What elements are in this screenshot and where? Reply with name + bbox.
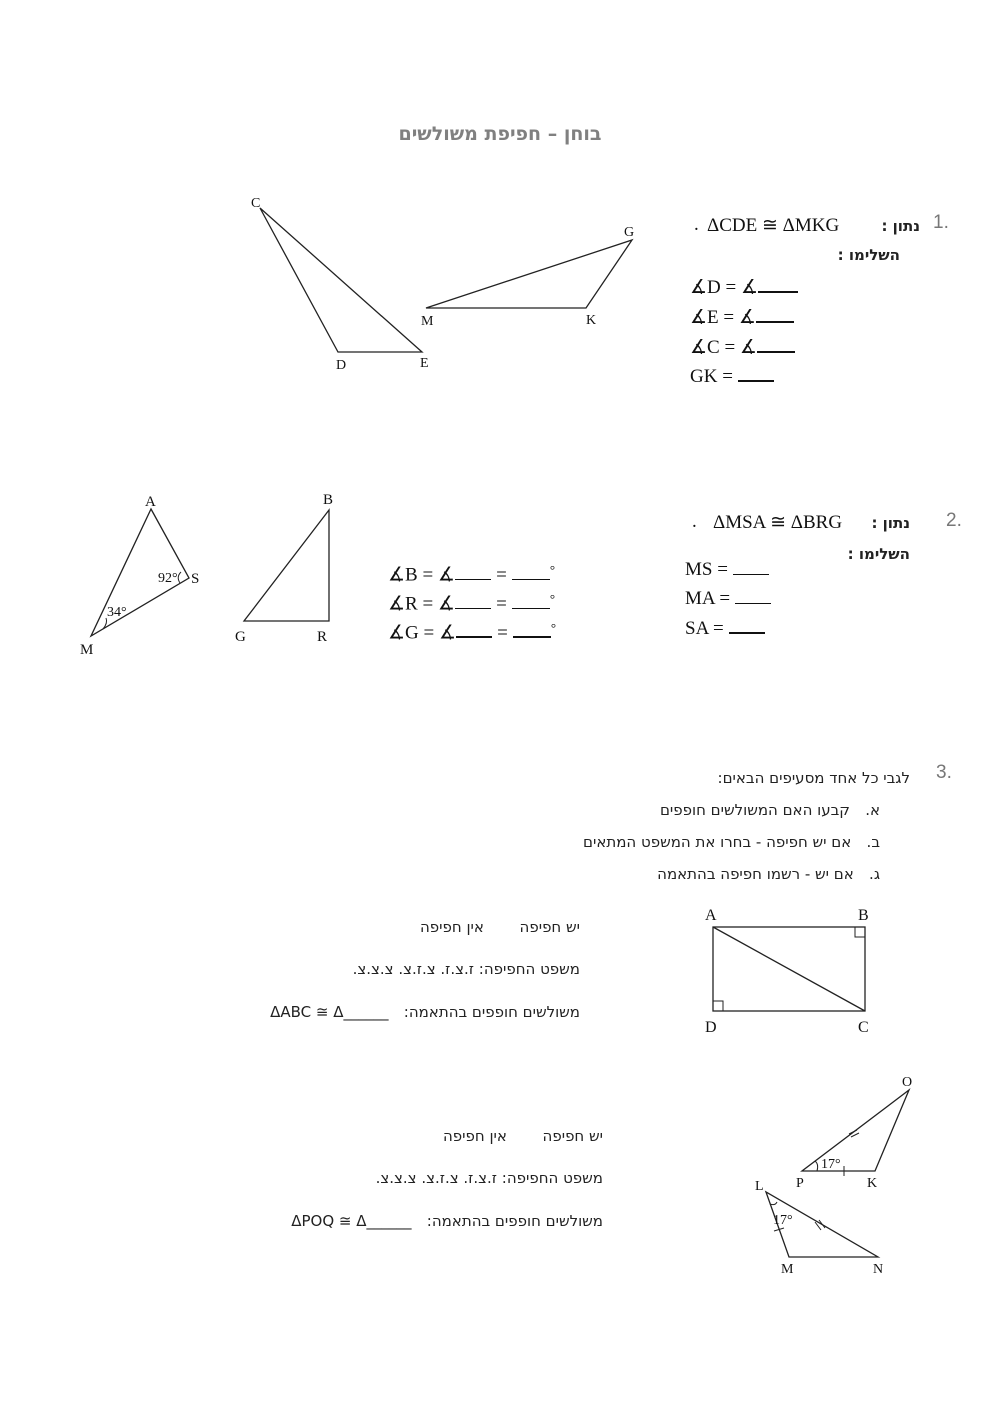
q2-triangles-figure xyxy=(70,485,360,665)
answer-blank[interactable] xyxy=(456,622,492,638)
answer-blank[interactable] xyxy=(757,337,795,353)
q1-item-c xyxy=(690,336,795,359)
vertex-label: G xyxy=(235,629,246,645)
vertex-label: D xyxy=(705,1019,717,1036)
q3-p1-choice xyxy=(380,917,580,936)
degree-blank[interactable] xyxy=(512,565,550,580)
q1-item-label: ∡D = ∡ xyxy=(690,277,759,298)
degree-symbol: ° xyxy=(550,620,557,635)
correspond-label: משולשים חופפים בהתאמה: xyxy=(426,1212,603,1230)
q1-given-expr: ΔCDE ≅ ΔMKG xyxy=(707,215,840,236)
q3-triangles-figure xyxy=(745,1068,925,1283)
q2-angle-label: ∡B = ∡ xyxy=(388,564,455,586)
q2-item-ms xyxy=(685,559,769,581)
q1-number: 1. xyxy=(933,212,949,233)
triangle-msa xyxy=(80,494,199,658)
correspond-label: משולשים חופפים בהתאמה: xyxy=(403,1003,580,1021)
q2-period: . xyxy=(692,511,697,532)
q2-item-ma xyxy=(685,588,771,610)
vertex-label: K xyxy=(867,1176,878,1191)
vertex-label: A xyxy=(705,907,717,924)
q2-item-label: SA = xyxy=(685,618,724,639)
answer-blank[interactable] xyxy=(455,565,491,580)
q3-p2-theorem[interactable]: משפט החפיפה: ז.צ.ז. צ.ז.צ. צ.צ.צ. xyxy=(375,1169,603,1187)
q1-item-gk xyxy=(690,366,774,388)
triangle-mkg xyxy=(421,225,634,329)
q3-p1-theorem[interactable]: משפט החפיפה: ז.צ.ז. צ.ז.צ. צ.צ.צ. xyxy=(352,960,580,978)
q2-given-expr: ΔMSA ≅ ΔBRG xyxy=(713,512,843,533)
q1-item-label: ∡C = ∡ xyxy=(690,337,757,358)
vertex-label: M xyxy=(421,314,434,329)
vertex-label: S xyxy=(191,571,200,587)
yes-congruent-option[interactable]: יש חפיפה xyxy=(542,1127,603,1145)
vertex-label: G xyxy=(624,225,635,240)
answer-blank[interactable] xyxy=(738,366,774,382)
degree-blank[interactable] xyxy=(512,594,550,609)
sub-text: אם יש - רשמו חפיפה בהתאמה xyxy=(657,865,854,883)
answer-blank[interactable] xyxy=(455,594,491,609)
q3-sub-b xyxy=(500,832,880,851)
q3-sub-c xyxy=(500,864,880,883)
q2-given-label: נתון : xyxy=(871,514,910,532)
vertex-label: C xyxy=(858,1019,869,1036)
vertex-label: M xyxy=(80,642,94,658)
q2-angle-g xyxy=(388,620,556,644)
triangle-brg xyxy=(235,492,333,645)
sub-letter: א. xyxy=(865,801,880,819)
correspond-expr[interactable]: ΔPOQ ≅ Δ______ xyxy=(291,1212,412,1230)
q1-item-e xyxy=(690,306,794,329)
vertex-label: M xyxy=(781,1262,794,1277)
q1-item-label: ∡E = ∡ xyxy=(690,307,756,328)
vertex-label: B xyxy=(323,492,334,508)
q2-angle-label: ∡G = ∡ xyxy=(388,622,457,644)
q3-p1-correspond xyxy=(240,1002,580,1021)
vertex-label: O xyxy=(902,1075,913,1090)
vertex-label: D xyxy=(336,358,347,373)
q3-p2-choice xyxy=(400,1126,603,1145)
vertex-label: A xyxy=(145,494,156,510)
q2-item-sa xyxy=(685,618,765,640)
q1-item-d xyxy=(690,276,798,299)
q2-complete-label: השלימו : xyxy=(847,545,910,563)
q2-item-label: MA = xyxy=(685,588,731,609)
q3-sub-a xyxy=(500,800,880,819)
sub-letter: ג. xyxy=(869,865,880,883)
vertex-label: L xyxy=(755,1179,764,1194)
equals-sign: = xyxy=(496,593,507,615)
vertex-label: N xyxy=(873,1262,884,1277)
no-congruent-option[interactable]: אין חפיפה xyxy=(420,918,484,936)
answer-blank[interactable] xyxy=(756,307,794,323)
q3-rectangle-figure xyxy=(700,903,880,1038)
q2-angle-b xyxy=(388,562,555,586)
triangle-lmn xyxy=(755,1179,883,1277)
degree-blank[interactable] xyxy=(513,622,551,638)
answer-blank[interactable] xyxy=(735,589,771,604)
q1-item-label: GK = xyxy=(690,366,733,387)
angle-label: 17° xyxy=(773,1213,793,1228)
q2-angle-r xyxy=(388,591,555,615)
answer-blank[interactable] xyxy=(758,277,798,293)
angle-label: 17° xyxy=(821,1157,841,1172)
vertex-label: R xyxy=(317,629,328,645)
correspond-expr[interactable]: ΔABC ≅ Δ______ xyxy=(270,1003,389,1021)
q2-item-label: MS = xyxy=(685,559,728,580)
sub-letter: ב. xyxy=(866,833,880,851)
equals-sign: = xyxy=(497,622,508,644)
answer-blank[interactable] xyxy=(729,618,765,634)
sub-text: קבעו האם המשולשים חופפים xyxy=(659,801,850,819)
no-congruent-option[interactable]: אין חפיפה xyxy=(443,1127,507,1145)
yes-congruent-option[interactable]: יש חפיפה xyxy=(519,918,580,936)
q3-p2-correspond xyxy=(260,1211,603,1230)
q1-period: . xyxy=(694,214,699,235)
equals-sign: = xyxy=(496,564,507,586)
vertex-label: E xyxy=(420,356,429,371)
page-title: בוחן – חפיפת משולשים xyxy=(398,123,602,145)
q2-angle-label: ∡R = ∡ xyxy=(388,593,455,615)
angle-label: 92° xyxy=(158,571,178,586)
vertex-label: K xyxy=(586,313,597,328)
vertex-label: C xyxy=(251,196,261,211)
degree-symbol: ° xyxy=(549,562,556,577)
triangle-cde xyxy=(251,196,429,373)
q1-given-label: נתון : xyxy=(881,217,920,235)
angle-label: 34° xyxy=(107,605,127,620)
degree-symbol: ° xyxy=(549,591,556,606)
sub-text: אם יש חפיפה - בחרו את המשפט המתאים xyxy=(583,833,852,851)
vertex-label: P xyxy=(796,1176,804,1191)
q1-complete-label: השלימו : xyxy=(837,246,900,264)
q2-number: 2. xyxy=(946,510,962,531)
q3-number: 3. xyxy=(936,762,952,783)
q1-triangles-figure xyxy=(240,190,650,380)
triangle-opk xyxy=(796,1075,912,1191)
q3-intro: לגבי כל אחד מסעיפים הבאים: xyxy=(717,769,910,787)
answer-blank[interactable] xyxy=(733,560,769,575)
vertex-label: B xyxy=(858,907,869,924)
